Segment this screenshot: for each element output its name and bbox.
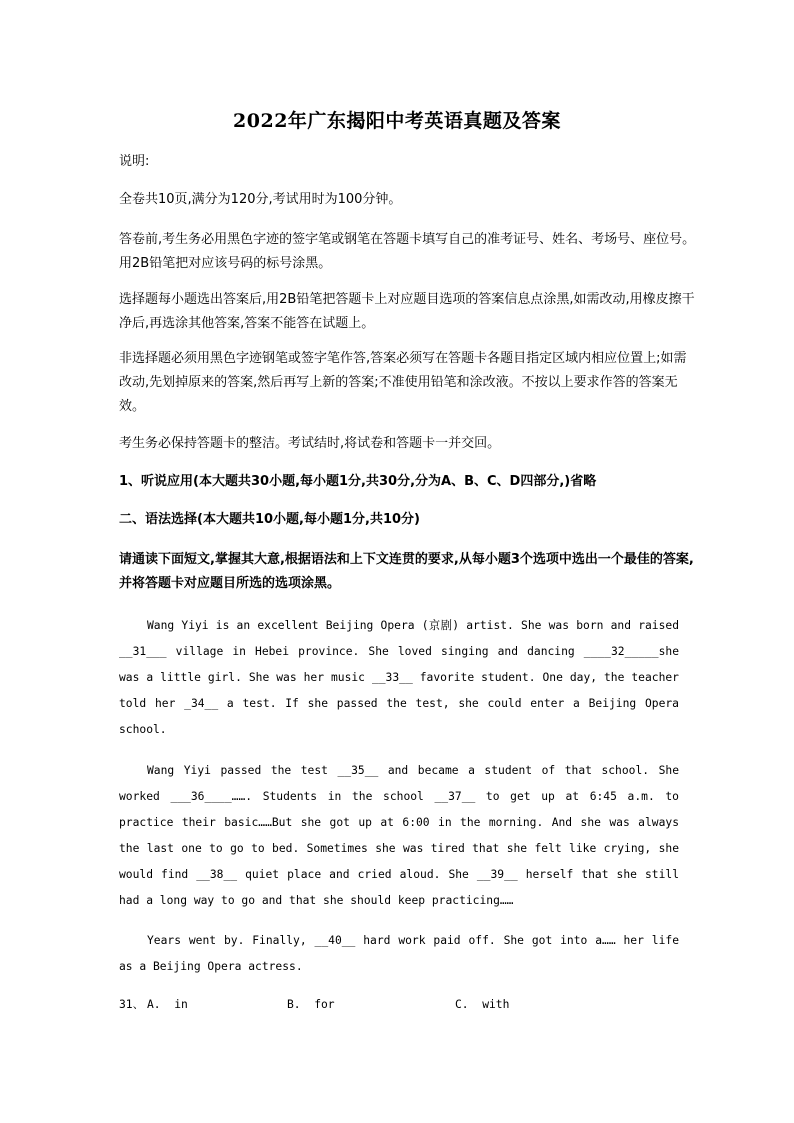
passage-paragraph: Years went by. Finally, __40__ hard work paid off. She got into a…… her life as a Beijing Opera actress. [119, 934, 679, 973]
page-title: 2022年广东揭阳中考英语真题及答案 [233, 110, 561, 132]
passage-paragraph: Wang Yiyi is an excellent Beijing Opera (京剧) artist. She was born and raised __31___ village in Hebei province. She loved singing and dancing ____32_____she was a little girl. She was her music __33__ favorite student. One day, the teacher told her _34__ a test. If she passed the test, she could enter a Beijing Opera school. [119, 619, 679, 736]
instruction-item: 选择题每小题选出答案后,用2B铅笔把答题卡上对应题目选项的答案信息点涂黑,如需改动,用橡皮擦干净后,再选涂其他答案,答案不能答在试题上。 [119, 292, 695, 331]
instruction-item: 答卷前,考生务必用黑色字迹的签字笔或钢笔在答题卡填写自己的准考证号、姓名、考场号、座位号。用2B铅笔把对应该号码的标号涂黑。 [119, 232, 696, 271]
grammar-instruction: 请通读下面短文,掌握其大意,根据语法和上下文连贯的要求,从每小题3个选项中选出一个最佳的答案,并将答题卡对应题目所选的选项涂黑。 [119, 552, 694, 591]
question-31 [119, 992, 679, 1018]
option-a[interactable]: A. in [147, 998, 188, 1011]
option-c[interactable]: C. with [455, 998, 510, 1011]
passage-paragraph: Wang Yiyi passed the test __35__ and became a student of that school. She worked ___36____……. Students in the school __37__ to get up at 6:45 a.m. to practice their basic……But she got up at 6:00 in the morning. And she was always the last one to go to bed. Sometimes she was tired that she felt like crying, she would find __38__ quiet place and cried aloud. She __39__ herself that she still had a long way to go and that she should keep practicing…… [119, 764, 679, 907]
section-grammar-heading: 二、语法选择(本大题共10小题,每小题1分,共10分) [119, 512, 420, 527]
question-number: 31、 [119, 998, 144, 1011]
instruction-item: 全卷共10页,满分为120分,考试用时为100分钟。 [119, 192, 402, 207]
instruction-item: 考生务必保持答题卡的整洁。考试结时,将试卷和答题卡一并交回。 [119, 436, 501, 451]
instruction-item: 非选择题必须用黑色字迹钢笔或签字笔作答,答案必须写在答题卡各题目指定区域内相应位置上;如需改动,先划掉原来的答案,然后再写上新的答案;不准使用铅笔和涂改液。不按以上要求作答的答案无效。 [119, 351, 687, 414]
option-b[interactable]: B. for [287, 998, 335, 1011]
instructions-heading: 说明: [119, 154, 150, 169]
section-listening-heading: 1、听说应用(本大题共30小题,每小题1分,共30分,分为A、B、C、D四部分,)省略 [119, 474, 597, 489]
